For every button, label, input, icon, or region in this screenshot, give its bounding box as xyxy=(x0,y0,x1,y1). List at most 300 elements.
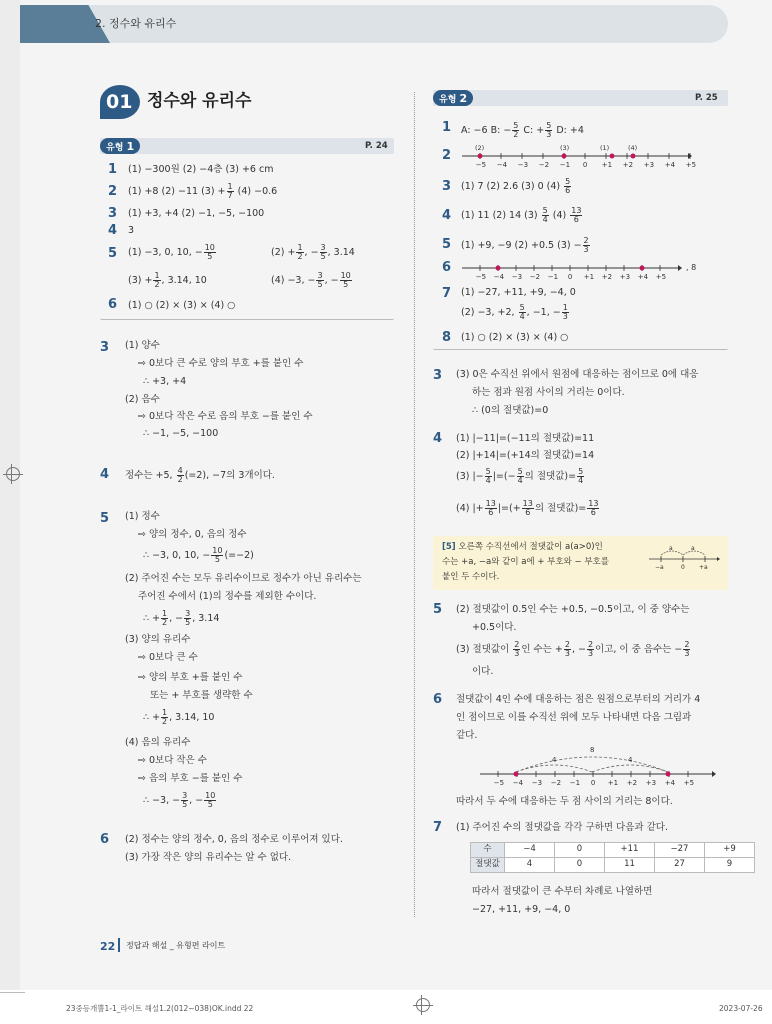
tick-label: −2 xyxy=(529,273,541,281)
frac-r-5-4b-num: 5 xyxy=(517,467,523,476)
abs-table-cell: 4 xyxy=(505,858,555,873)
section-number: 01 xyxy=(106,91,133,113)
abs-table-cell: −4 xyxy=(505,843,555,858)
nl2-label-d: (4) xyxy=(628,144,638,152)
type1-panel-end xyxy=(100,318,394,320)
r-expl-5-4: 이다. xyxy=(472,666,494,677)
tick-label: +5 xyxy=(685,161,697,169)
answer-5-2b: , − xyxy=(304,247,319,258)
expl-5-3 xyxy=(143,547,254,564)
answer-2 xyxy=(128,183,277,200)
answer-5-3 xyxy=(128,272,207,289)
r-expl-4-3c: 의 절댓값)= xyxy=(524,471,577,482)
distance-point-pos4 xyxy=(666,772,671,777)
nl2-point-c xyxy=(610,154,615,159)
frac-r-5-4b-den: 4 xyxy=(517,476,523,485)
frac-3-5-den: 5 xyxy=(320,252,326,261)
tip-diagram xyxy=(645,543,721,571)
bleed-margin xyxy=(0,0,20,990)
answer-5-2a: (2) + xyxy=(271,247,296,258)
expl-5-6b: , − xyxy=(169,613,184,624)
expl-5-10: 또는 + 부호를 생략한 수 xyxy=(150,690,253,701)
r-answer-7-1: (1) −27, +11, +9, −4, 0 xyxy=(461,287,576,298)
tick-label: −1 xyxy=(569,779,581,787)
frac-10-5c-den: 5 xyxy=(214,555,220,564)
number-line-2-ticks xyxy=(476,153,696,169)
frac-r-5-4c-num: 5 xyxy=(578,467,584,476)
type2-bar xyxy=(433,90,728,106)
frac-3-5d xyxy=(181,792,188,809)
frac-1-2c xyxy=(161,610,168,627)
frac-4-2-num: 4 xyxy=(177,466,183,475)
expl-3-3: ∴ +3, +4 xyxy=(143,376,187,387)
expl-3-2: ⇨ 0보다 큰 수로 양의 부호 +를 붙인 수 xyxy=(138,358,304,369)
expl-3-5: ⇨ 0보다 작은 수로 음의 부호 −를 붙인 수 xyxy=(138,411,313,422)
abs-table-row-num xyxy=(471,843,755,858)
expl-num-4: 4 xyxy=(100,467,110,482)
frac-3-5d-num: 3 xyxy=(182,791,188,800)
tick-label: −2 xyxy=(538,161,550,169)
frac-r-5-4b xyxy=(517,468,524,485)
frac-2-3-den: 3 xyxy=(583,245,589,254)
frac-10-5d xyxy=(204,792,216,809)
frac-3-5b xyxy=(316,272,323,289)
nl2-point-b xyxy=(562,154,567,159)
distance-arc-right xyxy=(592,765,668,772)
r-expl-6-2: 인 점이므로 이를 수직선 위에 모두 나타내면 다음 그림과 xyxy=(456,712,692,723)
frac-4-2 xyxy=(177,467,184,484)
column-divider xyxy=(414,92,415,917)
frac-5-3-num: 5 xyxy=(546,121,552,130)
frac-r-2-3a-den: 3 xyxy=(514,649,520,658)
r-answer-1c: D: +4 xyxy=(553,125,584,136)
tick-label: +1 xyxy=(601,161,613,169)
abs-table-cell: 0 xyxy=(555,843,605,858)
frac-r-5-4a xyxy=(485,468,492,485)
frac-1-2c-den: 2 xyxy=(162,618,168,627)
frac-10-5d-den: 5 xyxy=(207,800,213,809)
answer-num-6: 6 xyxy=(108,297,118,312)
r-answer-4 xyxy=(461,207,583,224)
expl-5-8: ⇨ 0보다 큰 수 xyxy=(138,652,198,663)
frac-3-5d-den: 5 xyxy=(182,800,188,809)
frac-r-13-6b xyxy=(522,500,534,517)
r-expl-4-3 xyxy=(456,468,585,485)
chapter-title: 2. 정수와 유리수 xyxy=(95,17,177,30)
tick-label: +4 xyxy=(664,779,676,787)
r-expl-5-1: (2) 절댓값이 0.5인 수는 +0.5, −0.5이고, 이 중 양수는 xyxy=(456,604,690,615)
tip-diagram-neg: −a xyxy=(655,564,664,571)
number-line-6-ticks xyxy=(476,265,666,281)
abs-table-head-abs: 절댓값 xyxy=(471,858,505,873)
answer-5-1 xyxy=(128,244,217,261)
answer-1-p2: (2) −4층 xyxy=(182,164,223,175)
frac-5-6 xyxy=(564,178,571,195)
tip-line-1 xyxy=(442,542,603,553)
expl-5-11b: , 3.14, 10 xyxy=(169,712,215,723)
tick-label: −3 xyxy=(511,273,523,281)
tick-label: 0 xyxy=(590,779,596,787)
tick-label: +3 xyxy=(645,779,657,787)
tick-label: −1 xyxy=(547,273,559,281)
r-expl-num-4: 4 xyxy=(433,431,443,446)
r-expl-3-2: 하는 점과 원점 사이의 거리는 0이다. xyxy=(472,387,625,398)
r-expl-3-3: ∴ (0의 절댓값)=0 xyxy=(472,405,549,416)
expl-5-3b: (=−2) xyxy=(224,550,254,561)
expl-5-2: ⇨ 양의 정수, 0, 음의 정수 xyxy=(138,529,247,540)
frac-r-5-4c xyxy=(577,468,584,485)
frac-1-2b-num: 1 xyxy=(154,271,160,280)
answer-num-5: 5 xyxy=(108,246,118,261)
frac-3-5 xyxy=(320,244,327,261)
r-expl-5-3b: 인 수는 + xyxy=(521,644,563,655)
frac-r-13-6c-num: 13 xyxy=(588,499,599,508)
expl-5-14: ⇨ 음의 부호 −를 붙인 수 xyxy=(138,773,243,784)
frac-r-13-6c xyxy=(587,500,599,517)
r-expl-6-1: 절댓값이 4인 수에 대응하는 점은 원점으로부터의 거리가 4 xyxy=(456,694,701,705)
r-answer-7-2a: (2) −3, +2, xyxy=(461,307,518,318)
frac-5-6-den: 6 xyxy=(565,186,571,195)
r-expl-num-5: 5 xyxy=(433,602,443,617)
frac-r-2-3b-num: 2 xyxy=(564,640,570,649)
expl-5-6a: ∴ + xyxy=(143,613,161,624)
frac-r-2-3b xyxy=(564,641,571,658)
frac-r-2-3d xyxy=(683,641,690,658)
answer-5-4b: , − xyxy=(324,275,339,286)
type2-badge-label: 유형 xyxy=(439,95,457,105)
tick-label: 0 xyxy=(582,161,588,169)
frac-10-5c xyxy=(211,547,223,564)
frac-r-2-3c xyxy=(587,641,594,658)
r-expl-4-2: (2) |+14|=(+14의 절댓값)=14 xyxy=(456,450,595,461)
r-answer-5 xyxy=(461,237,591,254)
frac-1-2 xyxy=(296,244,303,261)
tip-diagram-pos: +a xyxy=(699,564,708,571)
abs-table-cell: 27 xyxy=(655,858,705,873)
frac-1-7 xyxy=(227,183,234,200)
r-expl-4-3a: (3) |− xyxy=(456,471,484,482)
frac-10-5b-num: 10 xyxy=(340,271,351,280)
frac-r-2-3c-num: 2 xyxy=(587,640,594,649)
frac-5-4-num: 5 xyxy=(542,206,548,215)
type1-page-ref: P. 24 xyxy=(365,141,388,151)
tick-label: −5 xyxy=(475,273,487,281)
expl-5-9: ⇨ 양의 부호 +를 붙인 수 xyxy=(138,672,243,683)
frac-r-13-6a xyxy=(485,500,497,517)
r-answer-num-1: 1 xyxy=(442,120,452,135)
abs-value-table xyxy=(470,842,755,873)
answer-1-p3: (3) +6 cm xyxy=(225,164,274,175)
expl-3-6: ∴ −1, −5, −100 xyxy=(143,428,219,439)
frac-4-2-den: 2 xyxy=(177,475,183,484)
expl-4a: 정수는 +5, xyxy=(125,470,176,481)
tick-label: +5 xyxy=(655,273,667,281)
frac-3-5b-num: 3 xyxy=(317,271,323,280)
frac-2-3-num: 2 xyxy=(583,236,589,245)
answer-5-2 xyxy=(271,244,355,261)
nl6-answer: , 8 xyxy=(686,263,697,272)
tip-diagram-arrow xyxy=(717,557,720,561)
abs-table-cell: +9 xyxy=(705,843,755,858)
tick-label: +4 xyxy=(664,161,676,169)
r-expl-7-2: 따라서 절댓값이 큰 수부터 차례로 나열하면 xyxy=(472,886,653,897)
frac-r-13-6c-den: 6 xyxy=(590,508,596,517)
expl-6-1: (2) 정수는 양의 정수, 0, 음의 정수로 이루어져 있다. xyxy=(125,834,343,845)
frac-1-3-num: 1 xyxy=(562,303,568,312)
expl-5-13: ⇨ 0보다 작은 수 xyxy=(138,755,207,766)
frac-1-2d-num: 1 xyxy=(162,708,168,717)
r-expl-5-3d: 이고, 이 중 음수는 − xyxy=(595,644,683,655)
tick-label: +2 xyxy=(622,161,634,169)
frac-13-6-den: 6 xyxy=(573,215,579,224)
answer-num-2: 2 xyxy=(108,184,118,199)
expl-3-4: (2) 음수 xyxy=(125,394,160,405)
frac-5-2-den: 2 xyxy=(513,130,519,139)
tick-label: −5 xyxy=(475,161,487,169)
frac-5-6-num: 5 xyxy=(565,177,571,186)
frac-1-2b-den: 2 xyxy=(154,280,160,289)
r-expl-4-4c: 의 절댓값)= xyxy=(534,503,587,514)
number-line-distance xyxy=(478,744,718,788)
expl-6-2: (3) 가장 작은 양의 유리수는 알 수 없다. xyxy=(125,852,292,863)
frac-1-2-den: 2 xyxy=(297,252,303,261)
answer-2-p4: (4) −0.6 xyxy=(237,186,278,197)
r-answer-num-4: 4 xyxy=(442,208,452,223)
frac-5-4 xyxy=(542,207,549,224)
r-expl-num-6: 6 xyxy=(433,692,443,707)
r-answer-7-2 xyxy=(461,304,570,321)
distance-line-ticks xyxy=(494,771,694,787)
distance-label-total: 8 xyxy=(590,746,595,754)
distance-line-arrow xyxy=(712,771,716,777)
frac-r-13-6a-num: 13 xyxy=(485,499,496,508)
answer-5-3a: (3) + xyxy=(128,275,153,286)
expl-5-3a: ∴ −3, 0, 10, − xyxy=(143,550,211,561)
r-expl-num-7: 7 xyxy=(433,820,443,835)
r-answer-num-2: 2 xyxy=(442,148,452,163)
frac-10-5d-num: 10 xyxy=(205,791,216,800)
answer-num-4: 4 xyxy=(108,223,118,238)
frac-1-2c-num: 1 xyxy=(162,609,168,618)
answer-5-4 xyxy=(271,272,353,289)
tick-label: +2 xyxy=(626,779,638,787)
r-answer-1 xyxy=(461,122,584,139)
r-answer-4b: (4) xyxy=(549,210,570,221)
r-answer-4a: (1) 11 (2) 14 (3) xyxy=(461,210,541,221)
type2-panel-end xyxy=(433,348,728,350)
tick-label: +4 xyxy=(637,273,649,281)
number-line-2 xyxy=(460,142,697,172)
answer-5-1-text: (1) −3, 0, 10, − xyxy=(128,247,203,258)
frac-13-6 xyxy=(570,207,582,224)
r-answer-1a: A: −6 B: − xyxy=(461,125,512,136)
distance-arc-left xyxy=(516,765,592,772)
r-expl-num-3: 3 xyxy=(433,368,443,383)
answer-5-3b: , 3.14, 10 xyxy=(161,275,207,286)
footer-divider xyxy=(118,938,120,952)
abs-table-cell: 9 xyxy=(705,858,755,873)
frac-2-3 xyxy=(583,237,590,254)
nl2-point-a xyxy=(478,154,483,159)
answer-5-2c: , 3.14 xyxy=(327,247,355,258)
frac-1-2b xyxy=(153,272,160,289)
r-answer-3a: (1) 7 (2) 2.6 (3) 0 (4) xyxy=(461,181,564,192)
frac-3-5c-num: 3 xyxy=(185,609,191,618)
r-answer-1b: C: + xyxy=(520,125,545,136)
expl-5-5: 주어진 수에서 (1)의 정수를 제외한 수이다. xyxy=(138,591,317,602)
r-expl-5-3a: (3) 절댓값이 xyxy=(456,644,513,655)
nl2-label-b: (3) xyxy=(560,144,570,152)
nl2-point-d xyxy=(631,154,636,159)
r-expl-4-4b: |=(+ xyxy=(497,503,521,514)
frac-r-2-3a xyxy=(513,641,520,658)
registration-mark-left xyxy=(6,467,20,481)
r-expl-5-3 xyxy=(456,641,691,658)
frac-3-5-num: 3 xyxy=(320,243,326,252)
frac-1-3 xyxy=(562,304,569,321)
expl-5-15 xyxy=(143,792,217,809)
abs-table-cell: 11 xyxy=(605,858,655,873)
tick-label: −4 xyxy=(496,161,508,169)
tip-line-2: 수는 +a, −a와 같이 a에 + 부호와 − 부호를 xyxy=(442,557,609,567)
r-expl-6-4: 따라서 두 수에 대응하는 두 점 사이의 거리는 8이다. xyxy=(456,796,673,807)
frac-r-5-4a-num: 5 xyxy=(485,467,491,476)
frac-1-7-num: 1 xyxy=(227,182,233,191)
answer-2-p3: (3) + xyxy=(201,186,226,197)
frac-5-4-den: 4 xyxy=(542,215,548,224)
registration-mark-bottom xyxy=(416,998,430,1012)
tip-tag: [5] xyxy=(442,542,456,552)
answer-num-1: 1 xyxy=(108,162,118,177)
expl-4b: (=2), −7의 3개이다. xyxy=(184,470,275,481)
expl-5-15b: , − xyxy=(189,795,204,806)
r-answer-3 xyxy=(461,178,572,195)
answer-2-p1: (1) +8 xyxy=(128,186,159,197)
frac-5-2-num: 5 xyxy=(513,121,519,130)
tip-text-1: 오른쪽 수직선에서 절댓값이 a(a>0)인 xyxy=(458,542,603,552)
frac-10-5b xyxy=(340,272,352,289)
frac-r-13-6b-den: 6 xyxy=(525,508,531,517)
frac-1-2d-den: 2 xyxy=(162,717,168,726)
expl-num-6: 6 xyxy=(100,832,110,847)
type2-number: 2 xyxy=(459,92,468,105)
expl-num-3: 3 xyxy=(100,340,110,355)
r-expl-7-1: (1) 주어진 수의 절댓값을 각각 구하면 다음과 같다. xyxy=(456,822,668,833)
page-number: 22 xyxy=(100,940,116,953)
answer-1 xyxy=(128,164,273,176)
answer-1-p1: (1) −300원 xyxy=(128,164,180,175)
type1-number: 1 xyxy=(126,140,135,153)
tick-label: 0 xyxy=(567,273,573,281)
footer-book-title: 정답과 해설 _ 유형편 라이트 xyxy=(126,941,226,950)
expl-5-7: (3) 양의 유리수 xyxy=(125,634,191,645)
frac-r-2-3d-num: 2 xyxy=(684,640,690,649)
tick-label: +3 xyxy=(643,161,655,169)
frac-1-7-den: 7 xyxy=(227,191,233,200)
abs-table-cell: −27 xyxy=(655,843,705,858)
section-title: 정수와 유리수 xyxy=(147,91,252,111)
expl-3-1: (1) 양수 xyxy=(125,340,160,351)
r-expl-4-4 xyxy=(456,500,600,517)
frac-5-2 xyxy=(512,122,519,139)
r-answer-7-2b: , −1, − xyxy=(526,307,561,318)
frac-r-2-3a-num: 2 xyxy=(514,640,520,649)
type1-bar xyxy=(100,138,394,154)
tick-label: −2 xyxy=(550,779,562,787)
abs-table-cell: 0 xyxy=(555,858,605,873)
frac-10-5c-num: 10 xyxy=(212,546,223,555)
crop-mark-left xyxy=(0,992,25,993)
r-answer-num-8: 8 xyxy=(442,330,452,345)
nl6-point-neg4 xyxy=(496,266,501,271)
answer-2-p2: (2) −11 xyxy=(161,186,199,197)
nl2-label-a: (2) xyxy=(475,144,485,152)
frac-r-2-3d-den: 3 xyxy=(684,649,690,658)
frac-10-5-num: 10 xyxy=(204,243,215,252)
frac-5-4b-den: 4 xyxy=(519,312,525,321)
frac-1-2-num: 1 xyxy=(297,243,303,252)
r-expl-3-1: (3) 0은 수직선 위에서 원점에 대응하는 점이므로 0에 대응 xyxy=(456,369,699,380)
tick-label: −5 xyxy=(493,779,505,787)
answer-3: (1) +3, +4 (2) −1, −5, −100 xyxy=(128,208,265,219)
number-line-6-arrow xyxy=(678,265,682,271)
r-expl-4-3b: |=(− xyxy=(492,471,516,482)
print-date: 2023-07-26 xyxy=(719,1004,763,1013)
type1-badge xyxy=(100,138,140,154)
answer-6: (1) ○ (2) × (3) × (4) ○ xyxy=(128,300,236,311)
expl-5-11 xyxy=(143,709,214,726)
expl-num-5: 5 xyxy=(100,511,110,526)
tip-diagram-a1: a xyxy=(669,545,673,552)
frac-5-4b xyxy=(519,304,526,321)
frac-r-2-3c-den: 3 xyxy=(587,649,594,658)
expl-4 xyxy=(125,467,275,484)
frac-10-5b-den: 5 xyxy=(343,280,349,289)
abs-table-row-abs xyxy=(471,858,755,873)
r-answer-num-5: 5 xyxy=(442,237,452,252)
expl-5-6c: , 3.14 xyxy=(192,613,220,624)
tick-label: +3 xyxy=(619,273,631,281)
tip-diagram-zero: 0 xyxy=(681,564,685,571)
frac-r-13-6b-num: 13 xyxy=(522,499,533,508)
frac-1-2d xyxy=(161,709,168,726)
r-expl-5-3c: , − xyxy=(571,644,586,655)
frac-3-5c xyxy=(184,610,191,627)
r-expl-4-1: (1) |−11|=(−11의 절댓값)=11 xyxy=(456,433,595,444)
frac-3-5c-den: 5 xyxy=(185,618,191,627)
abs-table-head-num: 수 xyxy=(471,843,505,858)
r-expl-7-3: −27, +11, +9, −4, 0 xyxy=(472,904,571,915)
frac-5-4b-num: 5 xyxy=(519,303,525,312)
distance-arc-total xyxy=(516,757,668,772)
distance-label-right: 4 xyxy=(628,756,633,764)
tick-label: +1 xyxy=(607,779,619,787)
r-expl-4-4a: (4) |+ xyxy=(456,503,484,514)
expl-5-15a: ∴ −3, − xyxy=(143,795,181,806)
frac-5-3-den: 3 xyxy=(546,130,552,139)
type2-badge xyxy=(433,90,473,106)
r-expl-6-3: 같다. xyxy=(456,730,478,741)
tip-line-3: 붙인 두 수이다. xyxy=(442,572,500,582)
tick-label: −3 xyxy=(531,779,543,787)
tick-label: +1 xyxy=(583,273,595,281)
expl-5-11a: ∴ + xyxy=(143,712,161,723)
frac-3-5b-den: 5 xyxy=(317,280,323,289)
expl-5-1: (1) 정수 xyxy=(125,511,160,522)
r-answer-num-3: 3 xyxy=(442,179,452,194)
frac-10-5 xyxy=(204,244,216,261)
frac-r-13-6a-den: 6 xyxy=(488,508,494,517)
